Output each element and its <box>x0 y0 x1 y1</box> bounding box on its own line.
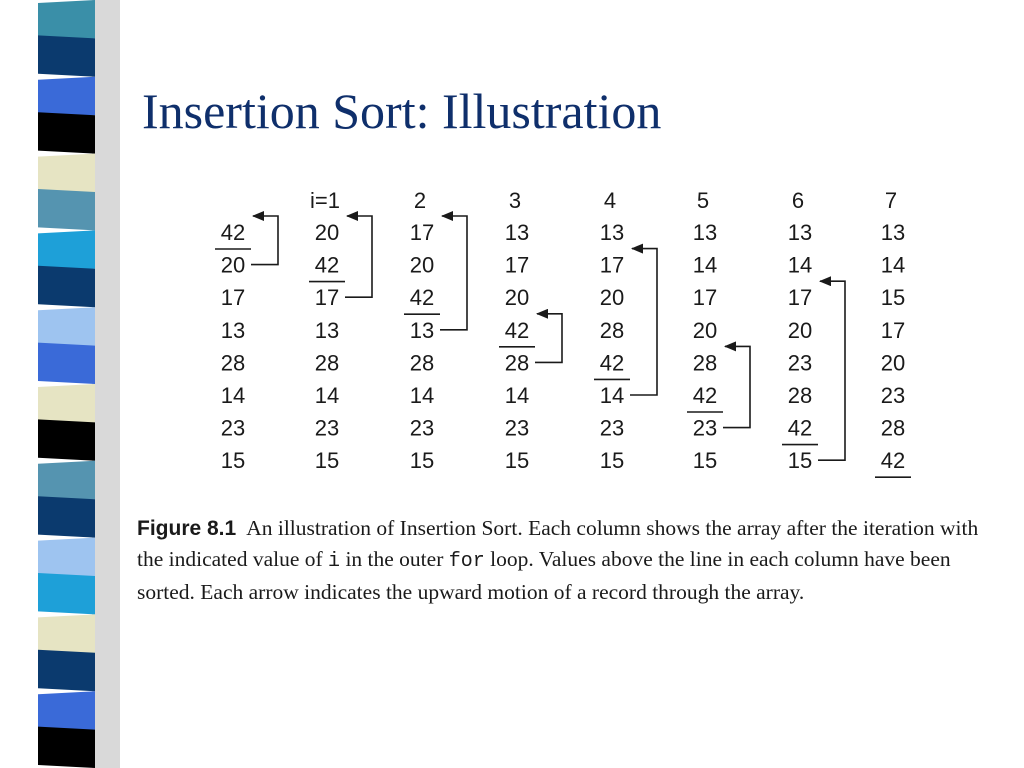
array-value: 23 <box>314 415 340 441</box>
array-value: 13 <box>787 220 813 245</box>
iteration-header: 4 <box>603 188 617 213</box>
iteration-header: 6 <box>791 188 805 213</box>
array-value: 23 <box>787 350 813 376</box>
stripe-segment <box>38 0 95 41</box>
array-value: 42 <box>504 317 530 343</box>
array-value: 20 <box>504 285 530 311</box>
caption-text-3: loop. Values above the line in each column have been sorted. Each arrow indicates the upward motion of a record through the array. <box>137 547 951 604</box>
array-value: 20 <box>692 317 718 343</box>
array-value: 13 <box>599 220 625 245</box>
array-value: 17 <box>409 220 435 245</box>
movement-arrow <box>630 249 657 395</box>
stripe-segment <box>38 77 95 118</box>
stripe-segment <box>38 691 95 732</box>
array-value: 23 <box>220 415 246 441</box>
array-value: 17 <box>504 252 530 278</box>
array-value: 42 <box>409 285 435 311</box>
array-value: 42 <box>880 448 906 474</box>
array-value: 14 <box>599 383 625 408</box>
stripe-segment <box>38 461 95 502</box>
array-value: 14 <box>314 383 340 408</box>
array-value: 42 <box>220 220 246 245</box>
array-value: 28 <box>409 350 435 376</box>
stripe-segment <box>38 727 95 768</box>
decorative-stripe <box>0 0 120 768</box>
array-value: 20 <box>220 252 246 278</box>
array-value: 42 <box>787 415 813 441</box>
array-value: 28 <box>880 415 906 441</box>
array-value: 20 <box>787 317 813 343</box>
array-value: 20 <box>314 220 340 245</box>
caption-text-2: in the outer <box>340 547 449 571</box>
array-value: 42 <box>314 252 340 278</box>
stripe-segment <box>38 343 95 384</box>
stripe-segment <box>38 614 95 655</box>
stripe-segment <box>38 112 95 153</box>
array-value: 15 <box>692 448 718 474</box>
movement-arrow <box>535 314 562 363</box>
array-value: 14 <box>409 383 435 408</box>
array-value: 15 <box>880 285 906 311</box>
stripe-segment <box>38 538 95 579</box>
array-value: 17 <box>220 285 246 311</box>
movement-arrow <box>440 216 467 330</box>
caption-code-for: for <box>448 550 485 573</box>
array-value: 13 <box>692 220 718 245</box>
array-value: 15 <box>409 448 435 474</box>
array-value: 28 <box>599 317 625 343</box>
slide-title: Insertion Sort: Illustration <box>142 83 662 139</box>
caption-code-i: i <box>328 550 341 573</box>
movement-arrow <box>723 346 750 427</box>
stripe-segment <box>38 189 95 230</box>
array-value: 20 <box>599 285 625 311</box>
array-value: 13 <box>409 317 435 343</box>
array-value: 17 <box>599 252 625 278</box>
array-value: 23 <box>880 383 906 408</box>
array-value: 17 <box>787 285 813 311</box>
stripe-shadow <box>92 0 120 768</box>
stripe-segment <box>38 154 95 195</box>
array-value: 23 <box>504 415 530 441</box>
array-value: 14 <box>220 383 246 408</box>
array-value: 17 <box>880 317 906 343</box>
stripe-segment <box>38 307 95 348</box>
array-value: 15 <box>599 448 625 474</box>
array-value: 14 <box>504 383 530 408</box>
array-value: 20 <box>880 350 906 376</box>
array-value: 23 <box>692 415 718 441</box>
array-value: 23 <box>409 415 435 441</box>
movement-arrow <box>345 216 372 297</box>
stripe-segment <box>38 419 95 460</box>
stripe-segment <box>38 650 95 691</box>
stripe-segment <box>38 573 95 614</box>
array-value: 13 <box>504 220 530 245</box>
insertion-sort-figure <box>190 176 930 501</box>
caption-text-1: An illustration of Insertion Sort. Each column shows the array after the iteration with the indicated value of <box>137 516 979 571</box>
array-value: 28 <box>692 350 718 376</box>
iteration-header: 7 <box>884 188 898 213</box>
array-value: 17 <box>314 285 340 311</box>
array-value: 15 <box>504 448 530 474</box>
array-value: 28 <box>787 383 813 408</box>
stripe-segment <box>38 230 95 271</box>
array-value: 14 <box>787 252 813 278</box>
array-value: 42 <box>599 350 625 376</box>
array-value: 28 <box>504 350 530 376</box>
figure-caption <box>137 513 987 608</box>
array-value: 13 <box>220 317 246 343</box>
array-value: 14 <box>880 252 906 278</box>
array-value: 15 <box>787 448 813 474</box>
array-value: 13 <box>880 220 906 245</box>
caption-label: Figure 8.1 <box>137 517 237 540</box>
array-value: 20 <box>409 252 435 278</box>
array-value: 15 <box>314 448 340 474</box>
stripe-segment <box>38 266 95 307</box>
array-value: 28 <box>314 350 340 376</box>
array-value: 15 <box>220 448 246 474</box>
movement-arrow <box>818 281 845 460</box>
array-value: 28 <box>220 350 246 376</box>
stripe-segment <box>38 384 95 425</box>
iteration-header: 2 <box>413 188 427 213</box>
array-value: 13 <box>314 317 340 343</box>
figure-diagram <box>190 176 930 496</box>
iteration-header: 3 <box>508 188 522 213</box>
array-value: 23 <box>599 415 625 441</box>
array-value: 42 <box>692 383 718 408</box>
iteration-header: i=1 <box>310 188 340 213</box>
movement-arrow <box>251 216 278 265</box>
array-value: 14 <box>692 252 718 278</box>
array-value: 17 <box>692 285 718 311</box>
stripe-segment <box>38 496 95 537</box>
iteration-header: 5 <box>696 188 710 213</box>
stripe-segment <box>38 35 95 76</box>
